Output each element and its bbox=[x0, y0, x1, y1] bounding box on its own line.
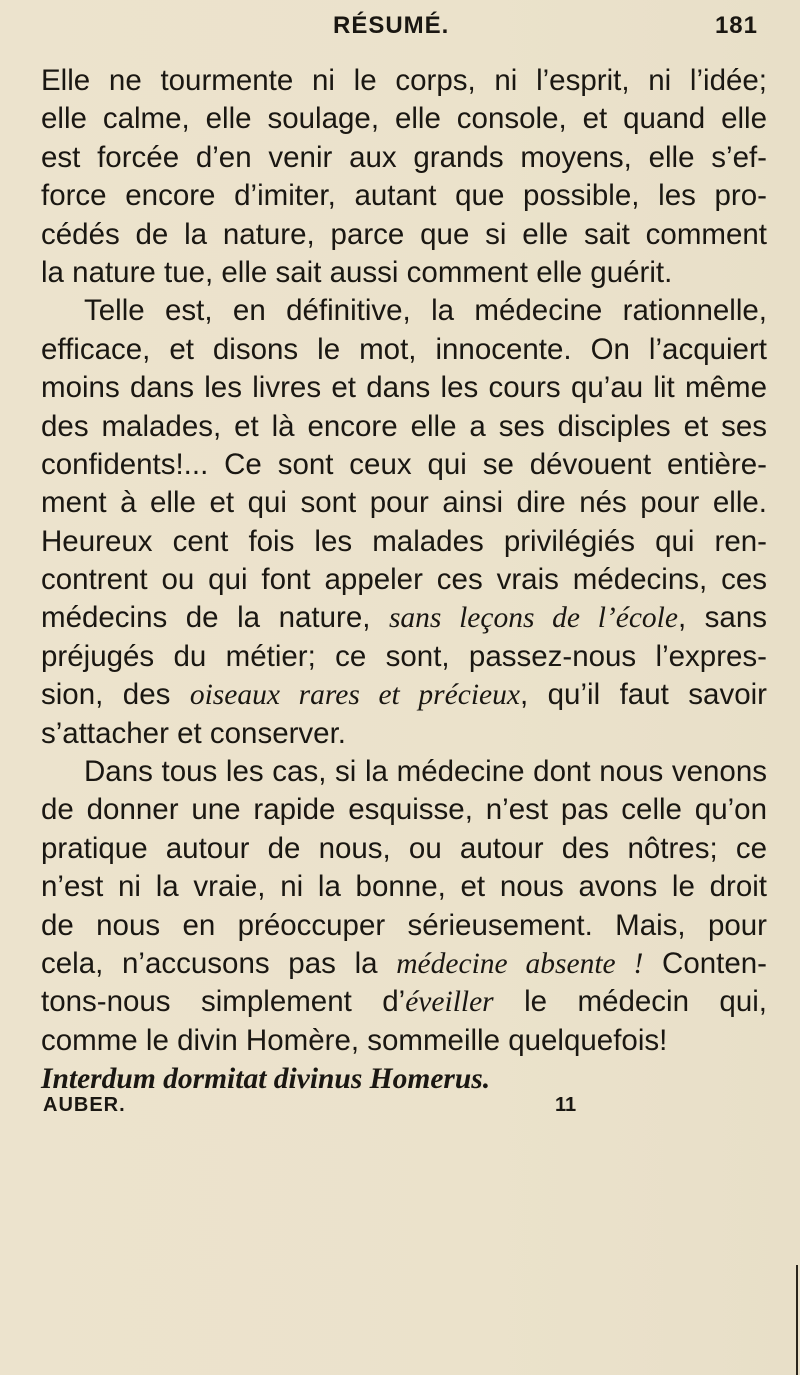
text-line: la nature tue, elle sait aussi comment elle guérit. bbox=[41, 255, 673, 289]
text-line: de donner une rapide esquisse, n’est pas celle qu’on bbox=[41, 793, 767, 827]
page-edge-line bbox=[796, 1265, 798, 1375]
signature-author: AUBER. bbox=[43, 1094, 126, 1116]
text-line bbox=[41, 983, 767, 1021]
text-segment: le médecin qui, bbox=[493, 985, 767, 1019]
body-text bbox=[41, 62, 767, 1099]
text-line: de nous en préoccuper sérieusement. Mais, pour bbox=[41, 908, 767, 942]
printer-signature bbox=[43, 1094, 583, 1124]
text-segment: , qu’il faut savoir bbox=[519, 678, 767, 712]
text-line: Elle ne tourmente ni le corps, ni l’esprit, ni l’idée; bbox=[41, 64, 767, 97]
italic-phrase: sans leçons de l’école bbox=[388, 602, 678, 635]
text-line: force encore d’imiter, autant que possible, les pro- bbox=[41, 179, 767, 213]
text-line: ment à elle et qui sont pour ainsi dire nés pour elle. bbox=[41, 486, 767, 520]
text-line bbox=[41, 676, 767, 714]
text-line bbox=[41, 599, 767, 637]
text-segment: sion, des bbox=[41, 678, 190, 712]
text-line: Telle est, en définitive, la médecine rationnelle, bbox=[84, 294, 767, 328]
text-line: Dans tous les cas, si la médecine dont nous venons bbox=[84, 755, 767, 789]
text-segment: cela, n’accusons pas la bbox=[41, 946, 397, 980]
text-line: elle calme, elle soulage, elle console, et quand elle bbox=[41, 102, 767, 136]
text-line: est forcée d’en venir aux grands moyens, elle s’ef- bbox=[41, 140, 767, 174]
text-line: pratique autour de nous, ou autour des nôtres; ce bbox=[41, 831, 767, 865]
text-line: préjugés du métier; ce sont, passez-nous l’expres- bbox=[41, 639, 767, 673]
text-line: contrent ou qui font appeler ces vrais médecins, ces bbox=[41, 563, 767, 597]
text-line bbox=[41, 945, 767, 983]
text-line: confidents!... Ce sont ceux qui se dévouent entière- bbox=[41, 447, 767, 481]
page-number: 181 bbox=[714, 12, 758, 39]
text-line: cédés de la nature, parce que si elle sait comment bbox=[41, 217, 767, 251]
text-line: efficace, et disons le mot, innocente. On l’acquiert bbox=[41, 332, 767, 366]
text-segment: médecins de la nature, bbox=[41, 601, 389, 635]
text-line: comme le divin Homère, sommeille quelquefois! bbox=[41, 1023, 668, 1057]
text-line: s’attacher et conserver. bbox=[41, 716, 346, 750]
text-line: moins dans les livres et dans les cours qu’au lit même bbox=[41, 371, 767, 405]
text-line: des malades, et là encore elle a ses disciples et ses bbox=[41, 409, 767, 443]
signature-number: 11 bbox=[555, 1094, 577, 1116]
latin-quote: Interdum dormitat divinus Homerus. bbox=[41, 1063, 491, 1096]
text-segment: Conten- bbox=[643, 946, 767, 980]
text-line: Heureux cent fois les malades privilégiés qui ren- bbox=[41, 524, 767, 558]
text-segment: , sans bbox=[677, 601, 767, 635]
running-title: RÉSUMÉ. bbox=[333, 12, 450, 39]
italic-phrase: éveiller bbox=[405, 986, 494, 1019]
text-line: n’est ni la vraie, ni la bonne, et nous avons le droit bbox=[41, 870, 767, 904]
text-segment: tons-nous simplement d’ bbox=[41, 985, 406, 1019]
italic-phrase: médecine absente ! bbox=[396, 947, 644, 980]
running-header bbox=[333, 8, 758, 48]
italic-phrase: oiseaux rares et précieux bbox=[189, 679, 520, 712]
